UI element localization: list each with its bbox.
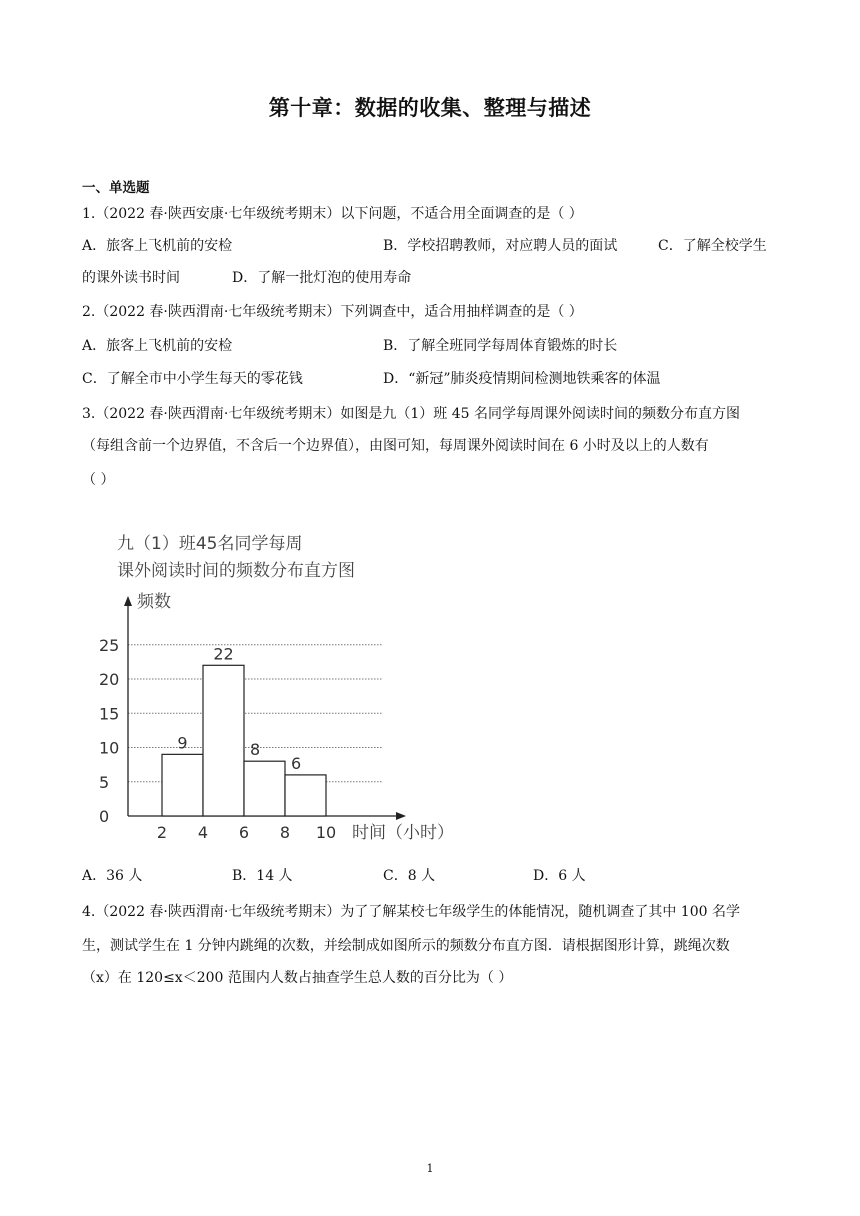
x-tick-label-6: 6 <box>238 823 250 842</box>
histogram-bar <box>285 775 326 816</box>
q3-option-b: B．14 人 <box>232 868 293 884</box>
page-title: 第十章：数据的收集、整理与描述 <box>268 96 592 120</box>
q2-option-d: D．“新冠”肺炎疫情期间检测地铁乘客的体温 <box>383 371 661 387</box>
chart-subtitle: 课外阅读时间的频数分布直方图 <box>117 561 355 581</box>
page-number: 1 <box>426 1162 434 1175</box>
histogram-chart <box>90 518 490 848</box>
q3-option-d: D．6 人 <box>533 868 586 884</box>
q4-stem-line2: 生，测试学生在 1 分钟内跳绳的次数，并绘制成如图所示的频数分布直方图．请根据图形计算，跳绳次数 <box>82 938 730 954</box>
q3-stem-line2: （每组含前一个边界值，不含后一个边界值），由图可知，每周课外阅读时间在 6 小时及以上的人数有 <box>82 438 709 454</box>
y-tick-label-10: 10 <box>99 738 120 758</box>
q3-option-a: A．36 人 <box>82 868 143 884</box>
q1-option-a: A．旅客上飞机前的安检 <box>82 238 233 254</box>
x-tick-label-8: 8 <box>279 823 291 842</box>
x-tick-label-4: 4 <box>197 823 209 842</box>
q1-option-d: D．了解一批灯泡的使用寿命 <box>232 270 412 286</box>
q3-stem-line1: 3.（2022 春·陕西渭南·七年级统考期末）如图是九（1）班 45 名同学每周课外阅读时间的频数分布直方图 <box>82 406 740 422</box>
q1-stem: 1.（2022 春·陕西安康·七年级统考期末）以下问题，不适合用全面调查的是（ ） <box>82 206 583 222</box>
q1-option-c-cont: 的课外读书时间 <box>82 270 180 286</box>
y-tick-label-25: 25 <box>99 635 120 655</box>
bar-value-label: 9 <box>177 733 188 753</box>
y-tick-label-20: 20 <box>99 670 120 689</box>
chart-title: 九（1）班45名同学每周 <box>117 534 303 554</box>
q4-stem-line1: 4.（2022 春·陕西渭南·七年级统考期末）为了了解某校七年级学生的体能情况，随机调查了其中 100 名学 <box>82 904 740 920</box>
x-tick-label-10: 10 <box>315 823 337 842</box>
y-axis-arrow <box>124 596 132 606</box>
histogram-bar <box>162 754 203 816</box>
q4-stem-line3: （x）在 120≤x＜200 范围内人数占抽查学生总人数的百分比为（ ） <box>82 970 513 986</box>
histogram-bar <box>244 761 285 816</box>
y-axis-label: 频数 <box>137 592 171 612</box>
x-tick-label-2: 2 <box>156 823 168 842</box>
q2-option-a: A．旅客上飞机前的安检 <box>82 338 233 354</box>
y-tick-label-5: 5 <box>99 772 110 792</box>
q3-stem-line3: （ ） <box>82 472 115 488</box>
y-tick-label-0: 0 <box>99 807 110 826</box>
q2-option-b: B．了解全班同学每周体育锻炼的时长 <box>383 338 618 354</box>
q1-option-b: B．学校招聘教师，对应聘人员的面试 <box>383 238 618 254</box>
histogram-bar <box>203 665 244 816</box>
section-heading: 一、单选题 <box>82 180 150 196</box>
q1-option-c: C．了解全校学生 <box>658 238 767 254</box>
bar-value-label: 22 <box>213 644 234 664</box>
q2-option-c: C．了解全市中小学生每天的零花钱 <box>82 371 303 387</box>
x-axis-arrow <box>396 812 406 820</box>
y-tick-label-15: 15 <box>99 704 120 724</box>
q3-option-c: C．8 人 <box>383 868 436 884</box>
x-axis-label: 时间（小时） <box>352 823 454 843</box>
bar-value-label: 6 <box>291 753 302 773</box>
bar-value-label: 8 <box>250 740 261 760</box>
q2-stem: 2.（2022 春·陕西渭南·七年级统考期末）下列调查中，适合用抽样调查的是（ ） <box>82 304 583 320</box>
